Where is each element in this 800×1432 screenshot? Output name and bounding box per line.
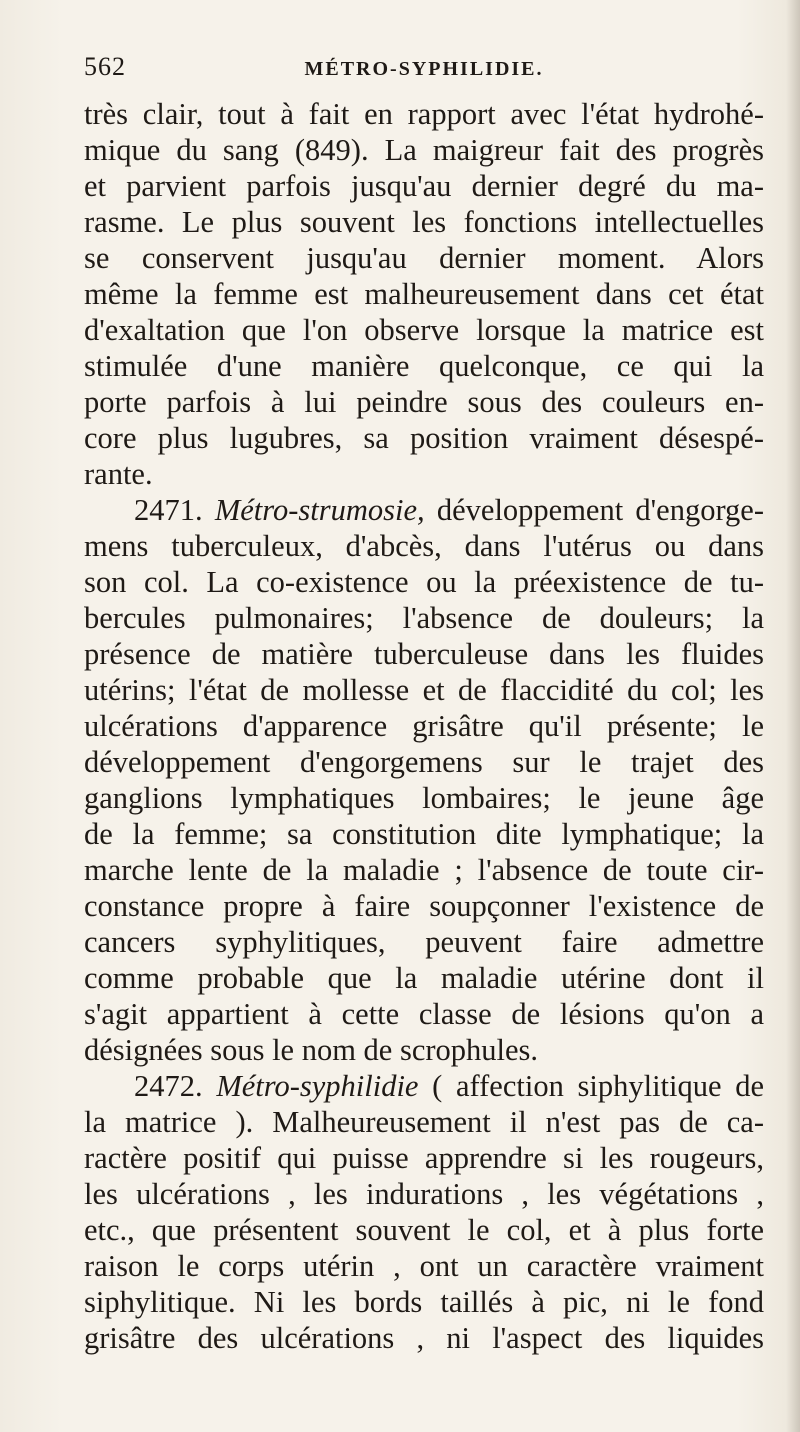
page-header [84, 52, 764, 92]
section-number: 2471. [134, 493, 203, 527]
text-line: de la femme; sa constitution dite lymphatique; la [84, 817, 764, 851]
text-line: bercules pulmonaires; l'absence de douleurs; la [84, 601, 764, 635]
running-title: MÉTRO-SYPHILIDIE. [304, 58, 544, 80]
page-number: 562 [84, 52, 126, 81]
body-text [84, 96, 764, 1356]
section-first-line [84, 1068, 764, 1104]
page-edge-shadow [786, 0, 800, 1432]
text-line: etc., que présentent souvent le col, et à plus forte [84, 1213, 764, 1247]
section-number: 2472. [134, 1069, 203, 1103]
text-line: ractère positif qui puisse apprendre si les rougeurs, [84, 1141, 764, 1175]
text-line: s'agit appartient à cette classe de lésions qu'on a [84, 997, 764, 1031]
text-line: se conservent jusqu'au dernier moment. Alors [84, 241, 764, 275]
text-line: d'exaltation que l'on observe lorsque la matrice est [84, 313, 764, 347]
text-line: très clair, tout à fait en rapport avec l'état hydrohé- [84, 97, 764, 131]
text-line: désignées sous le nom de scrophules. [84, 1033, 539, 1067]
text-line: comme probable que la maladie utérine dont il [84, 961, 764, 995]
text-line: core plus lugubres, sa position vraiment désespé- [84, 421, 764, 455]
section-first-line-rest: ( affection siphylitique de [432, 1069, 765, 1103]
text-line: grisâtre des ulcérations , ni l'aspect des liquides [84, 1321, 764, 1355]
text-line: raison le corps utérin , ont un caractère vraiment [84, 1249, 764, 1283]
section-first-line-rest: développement d'engorge- [436, 493, 764, 527]
text-line: présence de matière tuberculeuse dans les fluides [84, 637, 764, 671]
text-line: ulcérations d'apparence grisâtre qu'il présente; le [84, 709, 764, 743]
text-line: développement d'engorgemens sur le trajet des [84, 745, 764, 779]
text-line: porte parfois à lui peindre sous des couleurs en- [84, 385, 764, 419]
text-line: et parvient parfois jusqu'au dernier degré du ma- [84, 169, 764, 203]
text-line: ganglions lymphatiques lombaires; le jeune âge [84, 781, 764, 815]
text-line: stimulée d'une manière quelconque, ce qui la [84, 349, 764, 383]
text-line: les ulcérations , les indurations , les végétations , [84, 1177, 764, 1211]
text-line: siphylitique. Ni les bords taillés à pic, ni le fond [84, 1285, 764, 1319]
text-line: mique du sang (849). La maigreur fait des progrès [84, 133, 764, 167]
text-line: la matrice ). Malheureusement il n'est pas de ca- [84, 1105, 764, 1139]
text-line: cancers syphylitiques, peuvent faire admettre [84, 925, 764, 959]
text-line: marche lente de la maladie ; l'absence de toute cir- [84, 853, 764, 887]
section-term: Métro-syphilidie [216, 1069, 419, 1103]
text-line: son col. La co-existence ou la préexistence de tu- [84, 565, 764, 599]
text-line: mens tuberculeux, d'abcès, dans l'utérus ou dans [84, 529, 764, 563]
text-line: même la femme est malheureusement dans cet état [84, 277, 764, 311]
text-line: rante. [84, 457, 153, 491]
section-first-line [84, 492, 764, 528]
text-line: rasme. Le plus souvent les fonctions intellectuelles [84, 205, 764, 239]
text-line: constance propre à faire soupçonner l'existence de [84, 889, 764, 923]
text-line: utérins; l'état de mollesse et de flaccidité du col; les [84, 673, 764, 707]
section-term: Métro-strumosie, [214, 493, 425, 527]
